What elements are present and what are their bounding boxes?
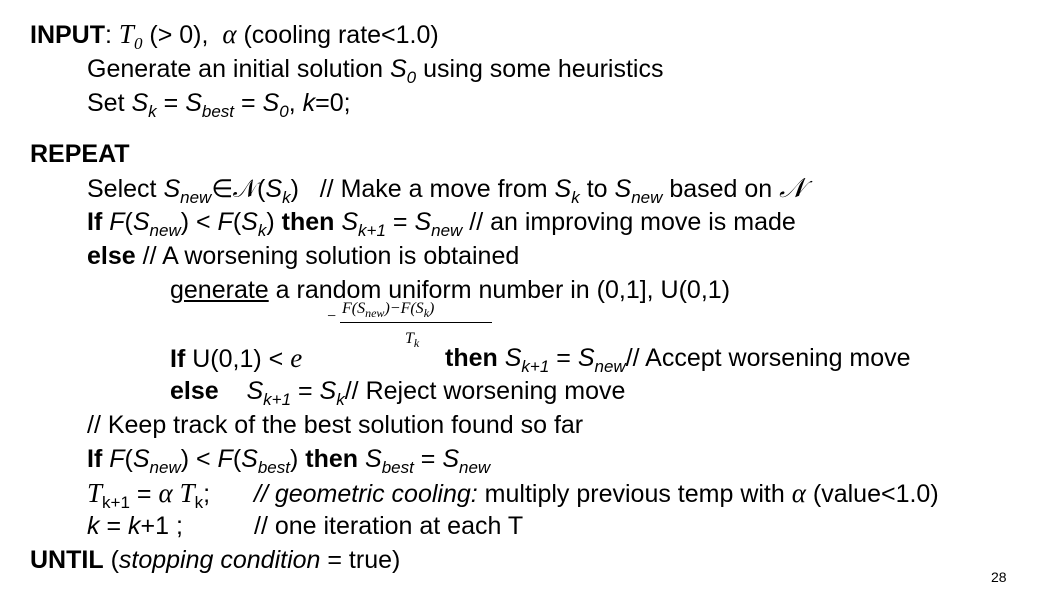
input-line: INPUT: $T_0$ (> 0), α (cooling rate<1.0) bbox=[30, 19, 439, 53]
generate-initial-line: Generate an initial solution $S_0$ using some heuristics bbox=[87, 55, 664, 87]
else-reject-line: else $S_{k+1} = S_k//$ Reject worsening move bbox=[170, 377, 626, 409]
exponent-numerator: $F(S_{new})-F(S_k)$ bbox=[342, 300, 435, 320]
iteration-comment: // one iteration at each T bbox=[254, 512, 524, 540]
if-accept-line: If U(0,1) < e bbox=[170, 343, 303, 373]
until-line: UNTIL (stopping condition = true) bbox=[30, 546, 401, 574]
repeat-keyword: REPEAT bbox=[30, 140, 130, 168]
input-keyword: INPUT bbox=[30, 21, 105, 49]
exponent-denominator: $T_k$ bbox=[405, 330, 420, 350]
track-comment-line: // Keep track of the best solution found so far bbox=[87, 411, 584, 439]
if-improving-line: If $F(S_{new}) < F(S_k)$ then $S_{k+1} = S_{new}$ // an improving move is made bbox=[87, 208, 796, 240]
t0-symbol: $T_0$ bbox=[118, 19, 143, 53]
temperature-update-line: $T_{k+1} = \alpha$ $T_k$; bbox=[87, 478, 211, 512]
select-line: Select $S_{new}\in 𝒩(S_k)$ // Make a move from $S_k$ to $S_{new}$ based on 𝒩 bbox=[87, 173, 806, 207]
k-update-line: k = k+1 ; bbox=[87, 512, 183, 540]
set-line: Set $S_k = S_{best} = S_0$, k=0; bbox=[87, 89, 351, 121]
geometric-cooling-comment: // geometric cooling: multiply previous temp with α (value<1.0) bbox=[254, 478, 939, 508]
page-number: 28 bbox=[991, 569, 1007, 585]
generate-random-line: generate a random uniform number in (0,1], U(0,1) bbox=[170, 276, 731, 304]
else-worsening-line: else // A worsening solution is obtained bbox=[87, 242, 520, 270]
exponent-minus: − bbox=[326, 308, 337, 325]
accept-then-line: then $S_{k+1} = S_{new}//$ Accept worsening move bbox=[445, 344, 911, 376]
exponent-fraction-bar bbox=[340, 322, 492, 323]
if-best-line: If $F(S_{new}) < F(S_{best})$ then $S_{best} = S_{new}$ bbox=[87, 445, 491, 477]
